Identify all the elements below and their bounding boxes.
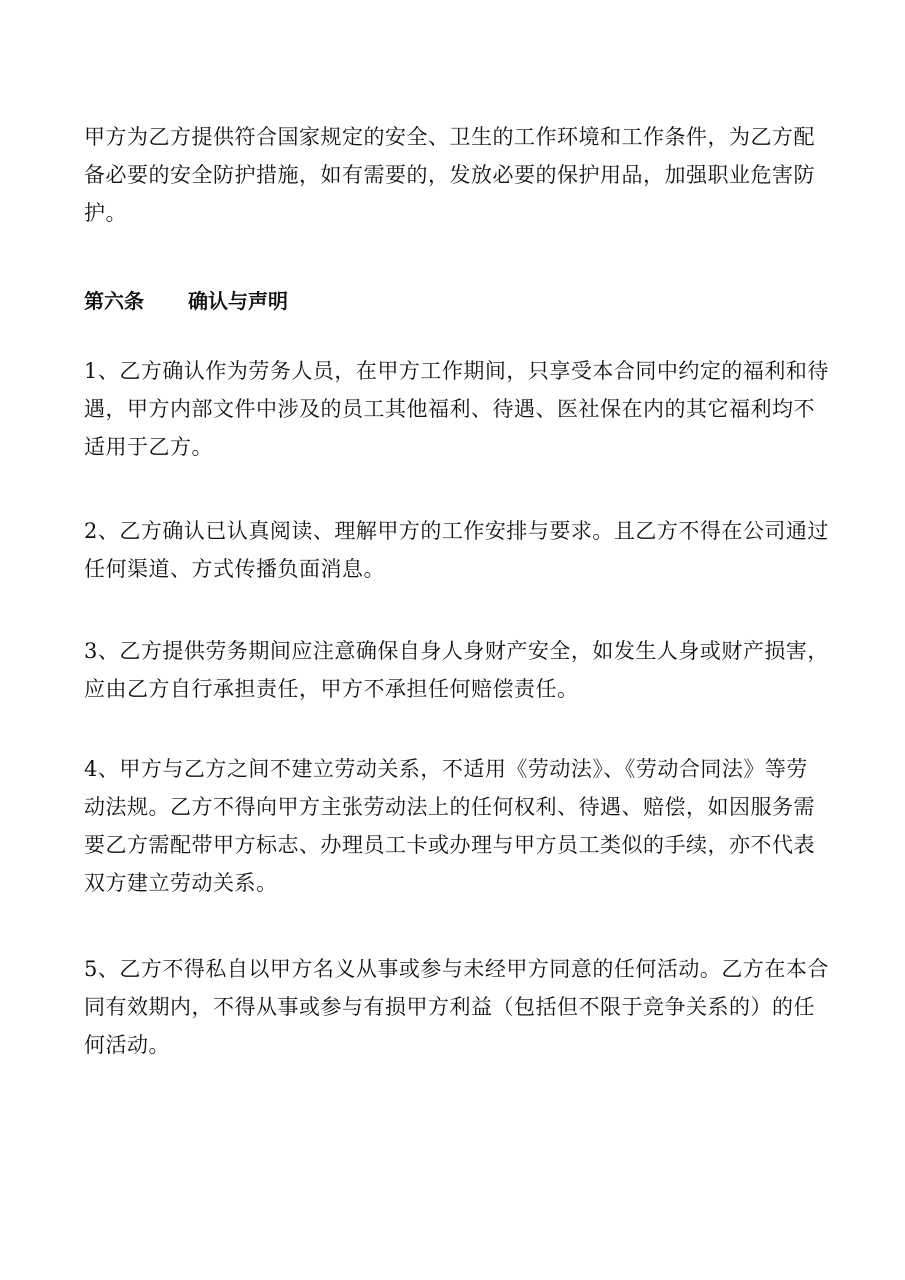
clause-line: 3、乙方提供劳务期间应注意确保自身人身财产安全，如发生人身或财产损害， — [84, 639, 829, 663]
section-title: 确认与声明 — [188, 289, 288, 313]
clause-line: 2、乙方确认已认真阅读、理解甲方的工作安排与要求。且乙方不得在公司通过 — [84, 519, 829, 543]
section-number: 第六条 — [84, 289, 144, 313]
clause-line: 双方建立劳动关系。 — [84, 871, 278, 895]
clause-line: 何活动。 — [84, 1033, 170, 1057]
clause-5 — [84, 950, 829, 1064]
clause-line: 适用于乙方。 — [84, 435, 213, 459]
intro-line: 护。 — [84, 201, 127, 225]
clause-line: 动法规。乙方不得向甲方主张劳动法上的任何权利、待遇、赔偿，如因服务需 — [84, 795, 815, 819]
clause-line: 任何渠道、方式传播负面消息。 — [84, 557, 385, 581]
clause-line: 同有效期内，不得从事或参与有损甲方利益（包括但不限于竞争关系的）的任 — [84, 995, 815, 1019]
clause-line: 要乙方需配带甲方标志、办理员工卡或办理与甲方员工类似的手续，亦不代表 — [84, 833, 815, 857]
clause-line: 4、甲方与乙方之间不建立劳动关系，不适用《劳动法》、《劳动合同法》等劳 — [84, 757, 808, 781]
clause-4 — [84, 750, 820, 902]
clause-line: 遇，甲方内部文件中涉及的员工其他福利、待遇、医社保在内的其它福利均不 — [84, 397, 815, 421]
clause-line: 1、乙方确认作为劳务人员，在甲方工作期间，只享受本合同中约定的福利和待 — [84, 359, 829, 383]
clause-3 — [84, 632, 829, 708]
intro-line: 备必要的安全防护措施，如有需要的，发放必要的保护用品，加强职业危害防 — [84, 163, 815, 187]
intro-paragraph — [84, 118, 820, 232]
clause-2 — [84, 512, 829, 588]
intro-line: 甲方为乙方提供符合国家规定的安全、卫生的工作环境和工作条件，为乙方配 — [84, 125, 815, 149]
clause-line: 应由乙方自行承担责任，甲方不承担任何赔偿责任。 — [84, 677, 579, 701]
clause-line: 5、乙方不得私自以甲方名义从事或参与未经甲方同意的任何活动。乙方在本合 — [84, 957, 829, 981]
section-heading — [84, 282, 288, 320]
clause-1 — [84, 352, 829, 466]
